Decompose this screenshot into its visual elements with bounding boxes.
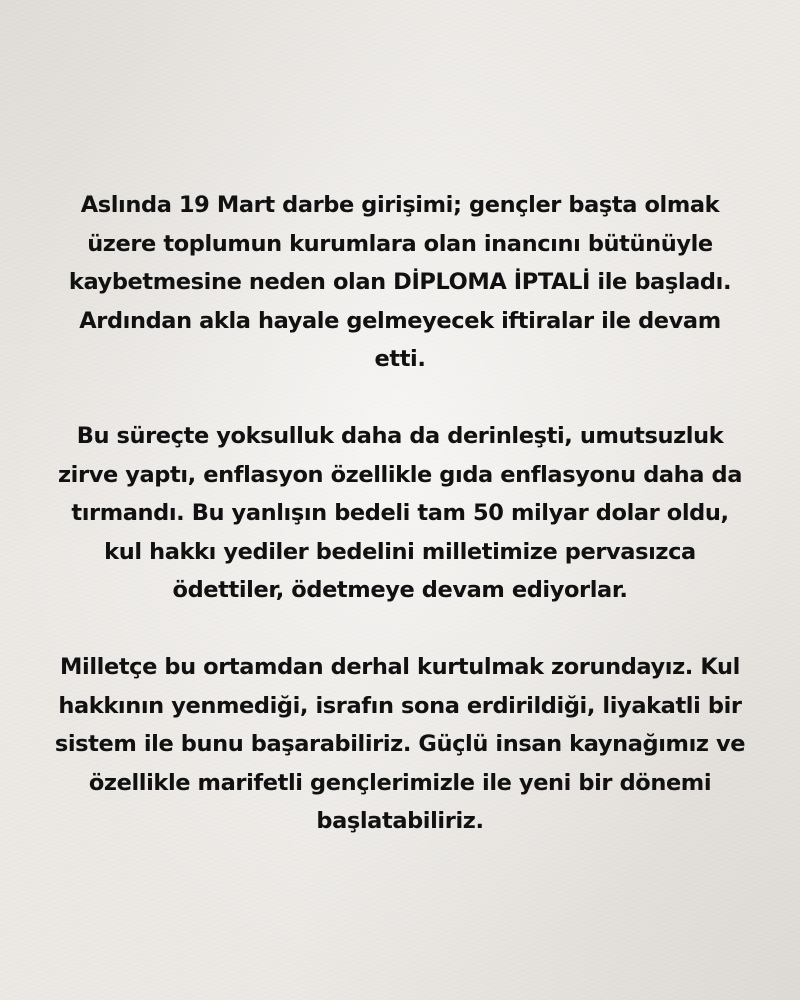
text-line: Aslında 19 Mart darbe girişimi; gençler başta olmak <box>80 192 720 218</box>
text-line: kul hakkı yediler bedelini milletimize pervasızca <box>104 538 696 565</box>
text-line: başlatabiliriz. <box>316 808 484 834</box>
text-line: özellikle marifetli gençlerimizle ile yeni bir dönemi <box>88 769 712 796</box>
paragraph-3 <box>40 648 760 841</box>
text-line: sistem ile bunu başarabiliriz. Güçlü insan kaynağımız ve <box>54 731 746 757</box>
text-line: zirve yaptı, enflasyon özellikle gıda enflasyonu daha da <box>57 461 743 488</box>
text-line: üzere toplumun kurumlara olan inancını bütünüyle <box>87 230 713 257</box>
paragraph-1 <box>40 186 760 379</box>
text-line: Ardından akla hayale gelmeyecek iftiralar ile devam <box>79 307 721 334</box>
text-line: ödettiler, ödetmeye devam ediyorlar. <box>172 577 628 603</box>
paragraph-2 <box>40 417 760 610</box>
text-line: hakkının yenmediği, israfın sona erdirildiği, liyakatli bir <box>58 692 742 719</box>
text-line: kaybetmesine neden olan DİPLOMA İPTALİ ile başladı. <box>68 269 732 295</box>
text-line: Bu süreçte yoksulluk daha da derinleşti, umutsuzluk <box>76 423 724 449</box>
text-line: tırmandı. Bu yanlışın bedeli tam 50 milyar dolar oldu, <box>71 500 729 526</box>
text-line: Milletçe bu ortamdan derhal kurtulmak zorundayız. Kul <box>60 654 740 680</box>
statement-text <box>40 186 760 879</box>
text-line: etti. <box>374 346 426 372</box>
